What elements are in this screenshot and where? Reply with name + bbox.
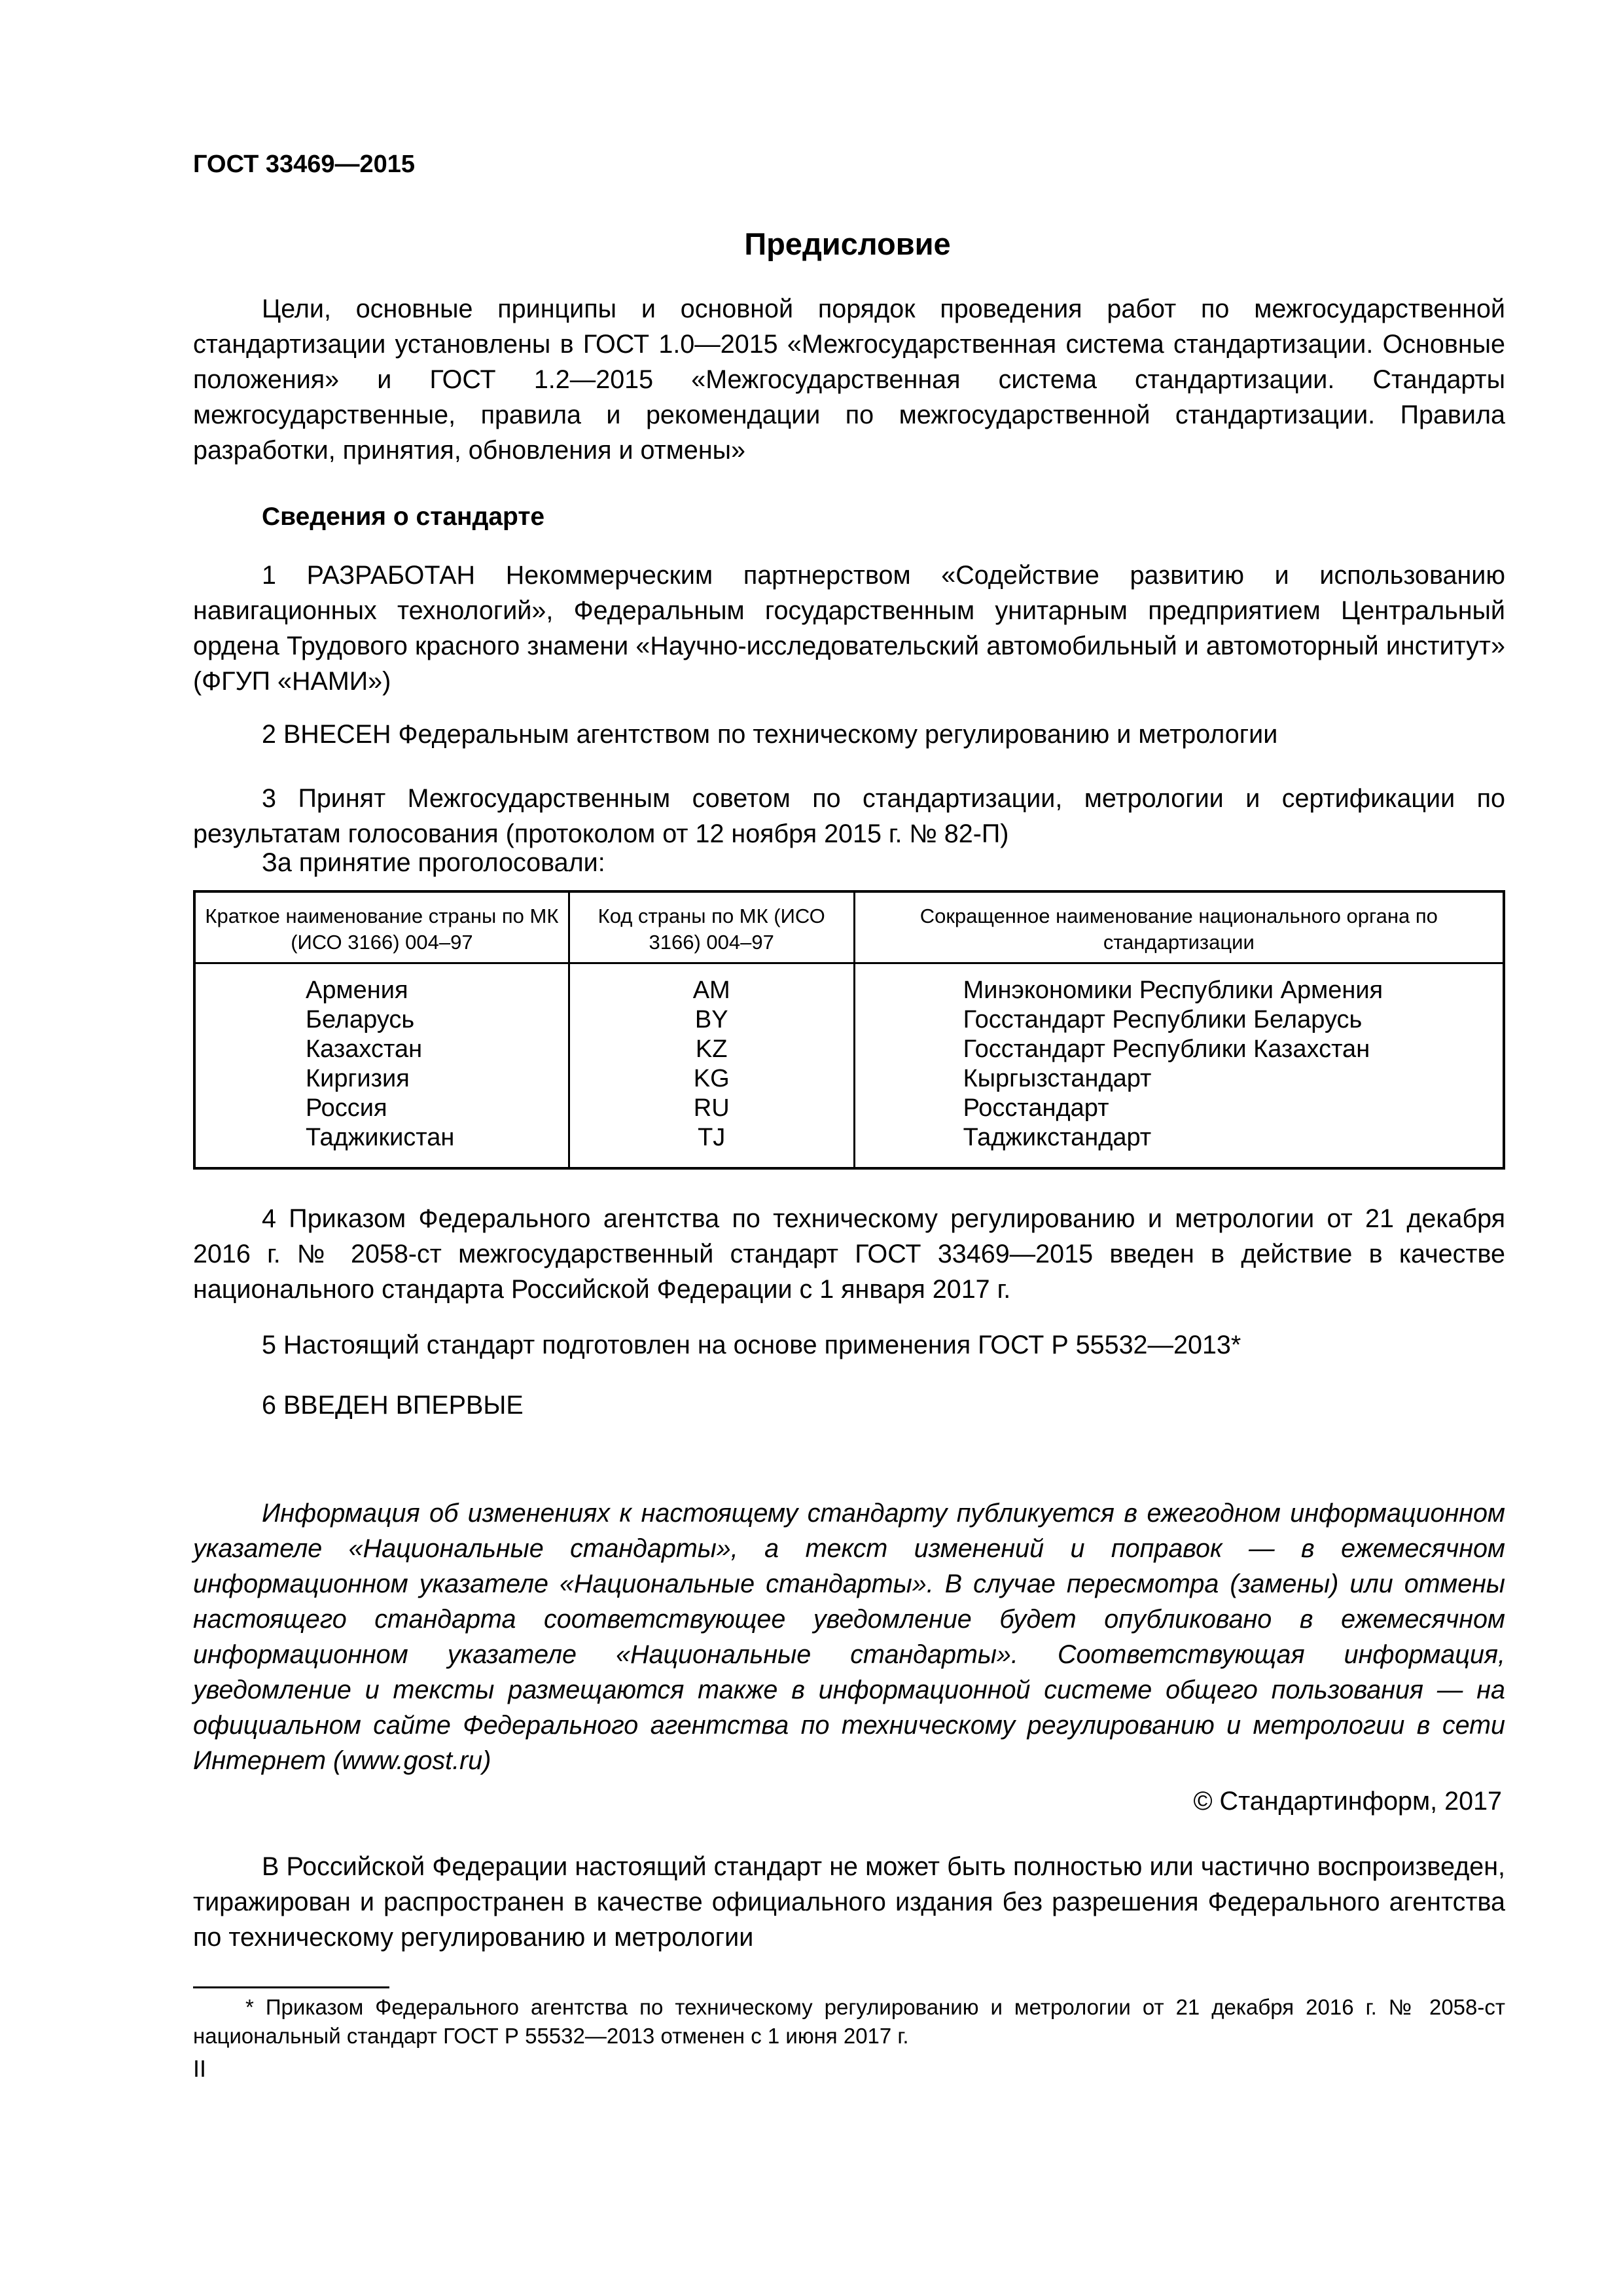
table-cell-country: Беларусь <box>194 1005 569 1035</box>
table-cell-country: Казахстан <box>194 1035 569 1064</box>
table-cell-body: Росстандарт <box>854 1094 1504 1123</box>
item-2-paragraph: 2 ВНЕСЕН Федеральным агентством по техническому регулированию и метрологии <box>262 720 1278 749</box>
footnote-divider <box>193 1986 389 1988</box>
table-cell-body: Минэкономики Республики Армения <box>854 963 1504 1006</box>
voting-table <box>193 890 1505 1170</box>
page-number: II <box>193 2055 207 2082</box>
item-5-paragraph: 5 Настоящий стандарт подготовлен на основе применения ГОСТ Р 55532—2013* <box>262 1331 1241 1359</box>
table-cell-country: Россия <box>194 1094 569 1123</box>
page-title: Предисловие <box>744 226 951 261</box>
table-cell-country: Армения <box>194 963 569 1006</box>
item-1-paragraph: 1 РАЗРАБОТАН Некоммерческим партнерством «Содействие развитию и использованию навигационных технологий», Федеральным государственным унитарным предприятием Центральный ордена Трудового красного знамени «Научно-исследовательский автомобильный и автомоторный институт» (ФГУП «НАМИ») <box>193 561 1505 696</box>
table-header-body: Сокращенное наименование национального органа по стандартизации <box>854 891 1504 963</box>
footnote: * Приказом Федерального агентства по техническому регулированию и метрологии от 21 декабря 2016 г. № 2058-ст национальный стандарт ГОСТ Р 55532—2013 отменен с 1 июня 2017 г. <box>193 1995 1505 2048</box>
table-cell-code: RU <box>569 1094 854 1123</box>
table-cell-code: BY <box>569 1005 854 1035</box>
table-cell-country: Таджикистан <box>194 1123 569 1168</box>
info-paragraph: Информация об изменениях к настоящему стандарту публикуется в ежегодном информационном указателе «Национальные стандарты», а текст изменений и поправок — в ежемесячном информационном указателе «Национальные стандарты». В случае пересмотра (замены) или отмены настоящего стандарта соответствующее уведомление будет опубликовано в ежемесячном информационном указателе «Национальные стандарты». Соответствующая информация, уведомление и тексты размещаются также в информационной системе общего пользования — на официальном сайте Федерального агентства по техническому регулированию и метрологии в сети Интернет (www.gost.ru) <box>193 1499 1505 1775</box>
table-cell-body: Госстандарт Республики Казахстан <box>854 1035 1504 1064</box>
table-header-country: Краткое наименование страны по МК (ИСО 3166) 004–97 <box>194 891 569 963</box>
table-cell-code: KG <box>569 1064 854 1094</box>
table-row <box>194 1035 1504 1064</box>
table-row <box>194 963 1504 1006</box>
table-cell-code: KZ <box>569 1035 854 1064</box>
item-6-paragraph: 6 ВВЕДЕН ВПЕРВЫЕ <box>262 1391 524 1420</box>
table-header-row <box>194 891 1504 963</box>
table-row <box>194 1094 1504 1123</box>
copyright-notice: © Стандартинформ, 2017 <box>1193 1787 1502 1816</box>
rights-paragraph: В Российской Федерации настоящий стандарт не может быть полностью или частично воспроизведен, тиражирован и распространен в качестве официального издания без разрешения Федерального агентства по техническому регулированию и метрологии <box>193 1852 1505 1952</box>
item-4-paragraph: 4 Приказом Федерального агентства по техническому регулированию и метрологии от 21 декабря 2016 г. № 2058-ст межгосударственный стандарт ГОСТ 33469—2015 введен в действие в качестве национального стандарта Российской Федерации с 1 января 2017 г. <box>193 1204 1505 1304</box>
section-heading: Сведения о стандарте <box>262 503 545 531</box>
table-cell-country: Киргизия <box>194 1064 569 1094</box>
table-cell-code: TJ <box>569 1123 854 1168</box>
table-row <box>194 1123 1504 1168</box>
intro-paragraph: Цели, основные принципы и основной порядок проведения работ по межгосударственной стандартизации установлены в ГОСТ 1.0—2015 «Межгосударственная система стандартизации. Основные положения» и ГОСТ 1.2—2015 «Межгосударственная система стандартизации. Стандарты межгосударственные, правила и рекомендации по межгосударственной стандартизации. Правила разработки, принятия, обновления и отмены» <box>193 295 1505 465</box>
table-row <box>194 1005 1504 1035</box>
item-3-paragraph: 3 Принят Межгосударственным советом по стандартизации, метрологии и сертификации по результатам голосования (протоколом от 12 ноября 2015 г. № 82-П) <box>193 784 1505 848</box>
table-cell-code: AM <box>569 963 854 1006</box>
table-row <box>194 1064 1504 1094</box>
table-cell-body: Таджикстандарт <box>854 1123 1504 1168</box>
table-cell-body: Госстандарт Республики Беларусь <box>854 1005 1504 1035</box>
document-header: ГОСТ 33469—2015 <box>193 151 416 178</box>
table-cell-body: Кыргызстандарт <box>854 1064 1504 1094</box>
voted-label: За принятие проголосовали: <box>262 848 605 877</box>
table-header-code: Код страны по МК (ИСО 3166) 004–97 <box>569 891 854 963</box>
